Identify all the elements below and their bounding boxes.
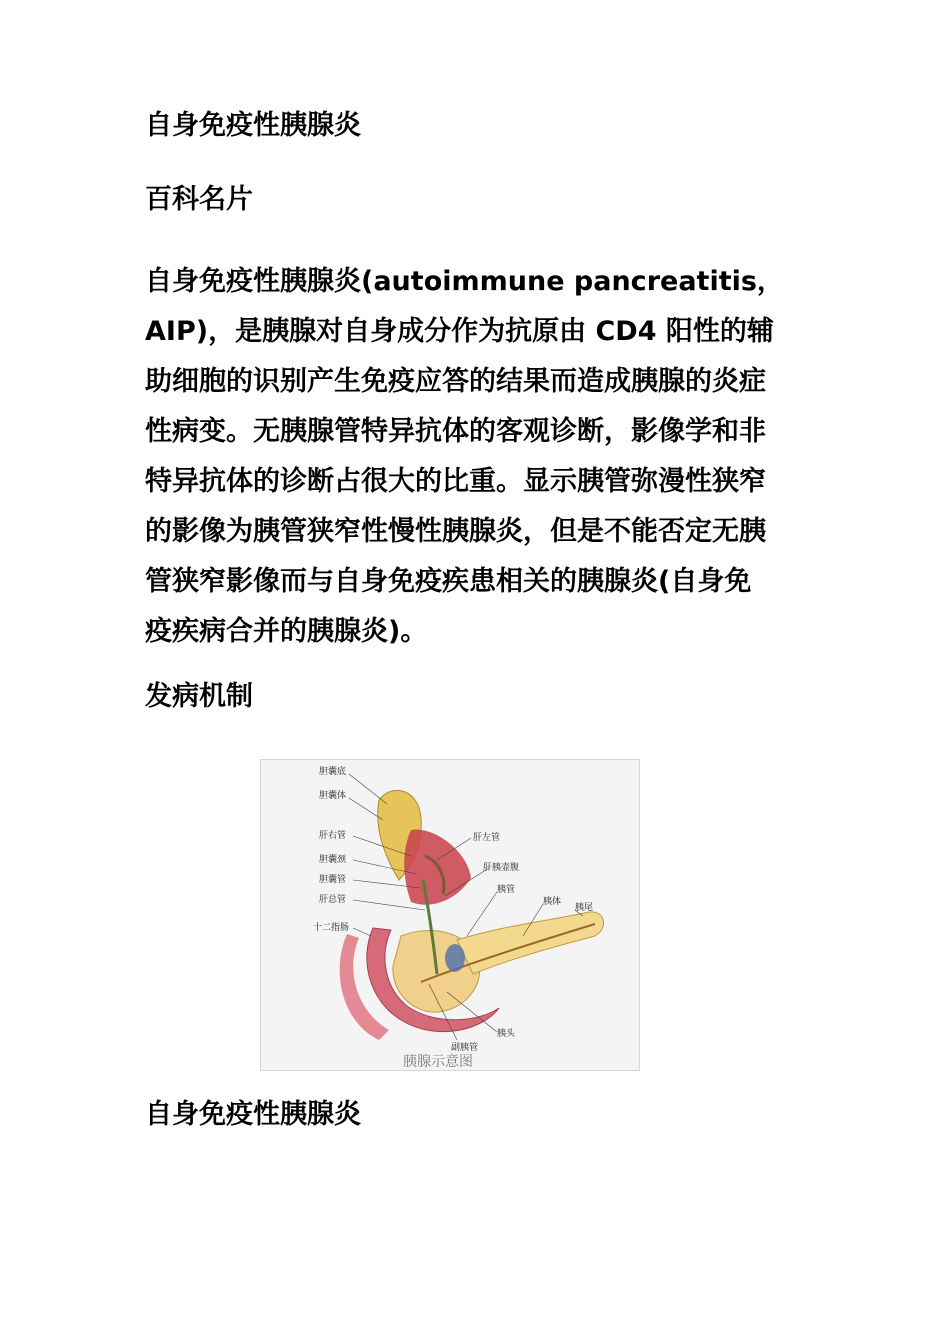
label-pancreatic-duct: 胰管	[497, 885, 516, 895]
figure-caption: 胰腺示意图	[403, 1054, 473, 1070]
label-duodenum: 十二指肠	[313, 923, 350, 933]
label-ampulla: 肝总管	[319, 895, 347, 905]
label-cystic-duct: 胆囊颈	[319, 855, 347, 865]
label-pancreas-tail: 胰尾	[575, 903, 594, 913]
label-hepatic-duct: 肝右管	[319, 831, 347, 841]
intro-line: AIP)，是胰腺对自身成分作为抗原由 CD4 阳性的辅	[145, 316, 774, 347]
label-gallbladder-body: 胆囊底	[319, 767, 347, 777]
document-title: 自身免疫性胰腺炎	[145, 110, 361, 141]
label-pancreas-head: 胰头	[497, 1029, 516, 1039]
label-gallbladder-neck: 胆囊体	[319, 791, 347, 801]
section-heading-baike: 百科名片	[145, 184, 253, 215]
intro-line: 的影像为胰管狭窄性慢性胰腺炎，但是不能否定无胰	[145, 516, 766, 547]
label-pancreas-body: 胰体	[543, 897, 562, 907]
pancreas-diagram-figure	[260, 759, 640, 1071]
label-left-hepatic: 肝左管	[473, 833, 501, 843]
label-main-duct: 副胰管	[451, 1043, 479, 1053]
label-hepatopancreatic: 肝胰壶腹	[483, 863, 520, 873]
intro-line: 管狭窄影像而与自身免疫疾患相关的胰腺炎(自身免	[145, 566, 752, 597]
section-heading-mechanism: 发病机制	[145, 681, 253, 712]
intro-paragraph	[145, 257, 807, 657]
intro-line: 性病变。无胰腺管特异抗体的客观诊断，影像学和非	[145, 416, 766, 447]
section-heading-footer: 自身免疫性胰腺炎	[145, 1099, 361, 1130]
label-common-bile-duct: 胆囊管	[319, 875, 347, 885]
intro-line: 特异抗体的诊断占很大的比重。显示胰管弥漫性狭窄	[145, 466, 766, 497]
intro-line: 自身免疫性胰腺炎(autoimmune pancreatitis，	[145, 266, 784, 297]
pancreas-anatomy-illustration	[261, 760, 639, 1070]
intro-line: 助细胞的识别产生免疫应答的结果而造成胰腺的炎症	[145, 366, 766, 397]
intro-line: 疫疾病合并的胰腺炎)。	[145, 616, 428, 647]
